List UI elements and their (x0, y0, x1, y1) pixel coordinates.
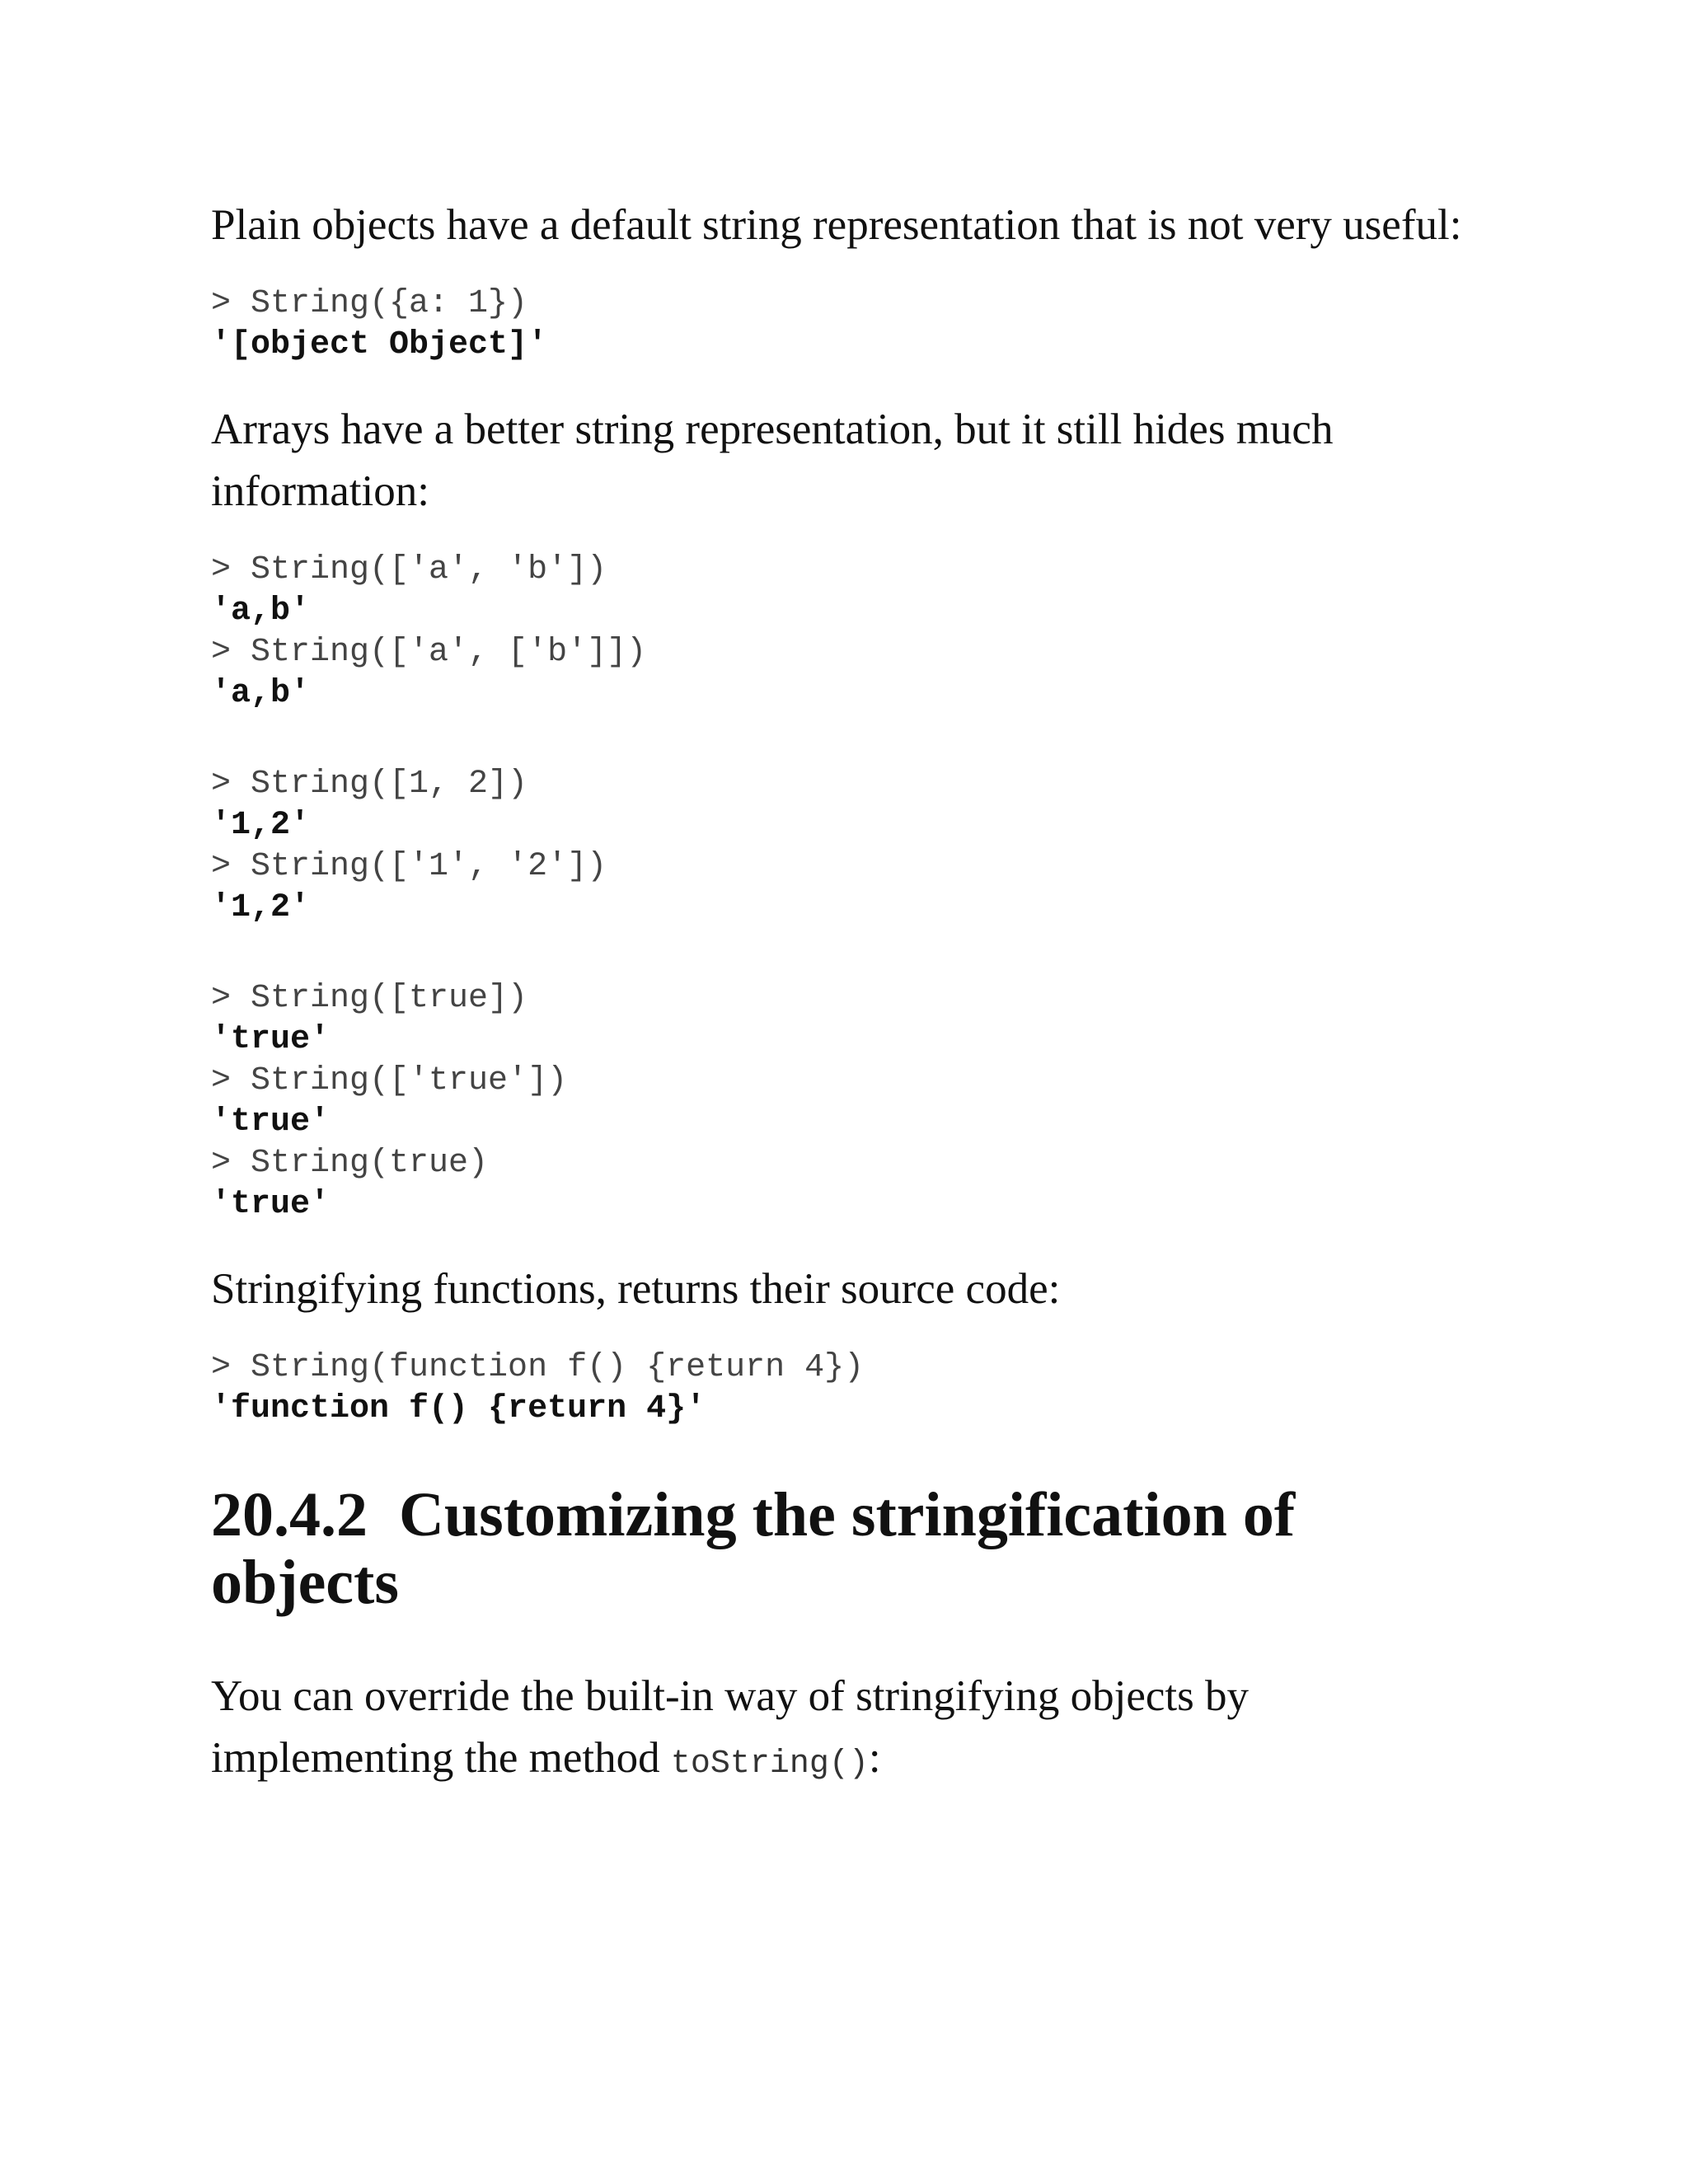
document-page (211, 194, 1497, 1795)
paragraph-override (211, 1666, 1497, 1795)
paragraph-override-text: You can override the built-in way of stringifying objects by implementing the method (211, 1672, 1250, 1782)
code-output-line: 'a,b' (211, 675, 311, 712)
code-input-line: > String({a: 1}) (211, 285, 528, 322)
code-input-line: > String(['true']) (211, 1062, 568, 1099)
section-heading (211, 1481, 1497, 1616)
code-input-line: > String([true]) (211, 980, 528, 1017)
code-input-line: > String([1, 2]) (211, 766, 528, 803)
code-output-line: 'true' (211, 1021, 331, 1058)
code-output-line: '1,2' (211, 807, 311, 844)
paragraph-functions: Stringifying functions, returns their source code: (211, 1265, 1061, 1313)
code-block-arrays-letters (211, 550, 1497, 715)
code-input-line: > String(['a', 'b']) (211, 551, 607, 588)
code-output-line: 'function f() {return 4}' (211, 1390, 706, 1427)
code-input-line: > String(function f() {return 4}) (211, 1349, 865, 1386)
code-output-line: 'a,b' (211, 593, 311, 630)
code-input-line: > String(true) (211, 1145, 489, 1182)
code-block-arrays-numbers (211, 764, 1497, 929)
paragraph-override-suffix: : (868, 1734, 881, 1782)
code-block-arrays-booleans (211, 978, 1497, 1226)
code-output-line: 'true' (211, 1104, 331, 1141)
code-block-function (211, 1347, 1497, 1430)
code-output-line: 'true' (211, 1186, 331, 1223)
code-input-line: > String(['a', ['b']]) (211, 634, 647, 671)
code-output-line: '[object Object]' (211, 326, 548, 363)
paragraph-plain-objects: Plain objects have a default string representation that is not very useful: (211, 201, 1462, 249)
section-number: 20.4.2 (211, 1480, 368, 1549)
code-output-line: '1,2' (211, 889, 311, 926)
section-title: Customizing the stringification of objects (211, 1480, 1296, 1617)
code-block-object (211, 284, 1497, 366)
inline-code-tostring: toString() (670, 1746, 869, 1783)
code-input-line: > String(['1', '2']) (211, 848, 607, 885)
paragraph-arrays: Arrays have a better string representation, but it still hides much information: (211, 405, 1334, 515)
